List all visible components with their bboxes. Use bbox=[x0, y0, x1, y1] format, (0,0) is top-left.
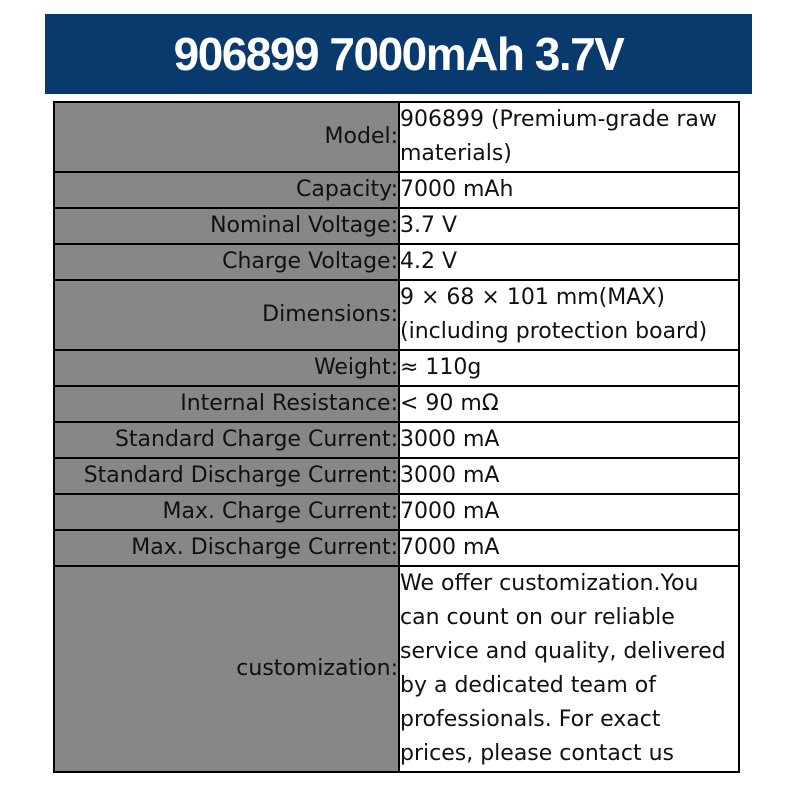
spec-row-max-charge-current bbox=[54, 494, 739, 530]
spec-row-capacity bbox=[54, 172, 739, 208]
spec-row-weight bbox=[54, 350, 739, 386]
spec-row-max-discharge-current bbox=[54, 530, 739, 566]
spec-row-model bbox=[54, 102, 739, 172]
spec-label: Weight: bbox=[54, 350, 399, 386]
spec-row-nominal-voltage bbox=[54, 208, 739, 244]
spec-value: 7000 mAh bbox=[399, 172, 739, 208]
spec-label: Dimensions: bbox=[54, 280, 399, 350]
spec-label: Internal Resistance: bbox=[54, 386, 399, 422]
spec-label: Model: bbox=[54, 102, 399, 172]
spec-value: 4.2 V bbox=[399, 244, 739, 280]
spec-value: < 90 mΩ bbox=[399, 386, 739, 422]
spec-row-charge-voltage bbox=[54, 244, 739, 280]
spec-value: ≈ 110g bbox=[399, 350, 739, 386]
page-title: 906899 7000mAh 3.7V bbox=[173, 28, 624, 80]
spec-value: 7000 mA bbox=[399, 494, 739, 530]
spec-value: We offer customization.You can count on our reliable service and quality, delivered by a dedicated team of professionals. For exact prices, please contact us bbox=[399, 566, 739, 772]
spec-value: 3.7 V bbox=[399, 208, 739, 244]
spec-row-internal-resistance bbox=[54, 386, 739, 422]
spec-table bbox=[53, 101, 740, 773]
spec-value: 3000 mA bbox=[399, 458, 739, 494]
spec-row-standard-discharge-current bbox=[54, 458, 739, 494]
spec-label: Standard Charge Current: bbox=[54, 422, 399, 458]
spec-label: Max. Charge Current: bbox=[54, 494, 399, 530]
spec-row-standard-charge-current bbox=[54, 422, 739, 458]
spec-label: Max. Discharge Current: bbox=[54, 530, 399, 566]
spec-label: Standard Discharge Current: bbox=[54, 458, 399, 494]
spec-label: Capacity: bbox=[54, 172, 399, 208]
spec-value: 9 × 68 × 101 mm(MAX) (including protection board) bbox=[399, 280, 739, 350]
title-banner bbox=[45, 14, 752, 94]
spec-label: Charge Voltage: bbox=[54, 244, 399, 280]
spec-value: 3000 mA bbox=[399, 422, 739, 458]
spec-value: 906899 (Premium-grade raw materials) bbox=[399, 102, 739, 172]
spec-row-dimensions bbox=[54, 280, 739, 350]
spec-label: customization: bbox=[54, 566, 399, 772]
spec-row-customization bbox=[54, 566, 739, 772]
spec-value: 7000 mA bbox=[399, 530, 739, 566]
spec-label: Nominal Voltage: bbox=[54, 208, 399, 244]
